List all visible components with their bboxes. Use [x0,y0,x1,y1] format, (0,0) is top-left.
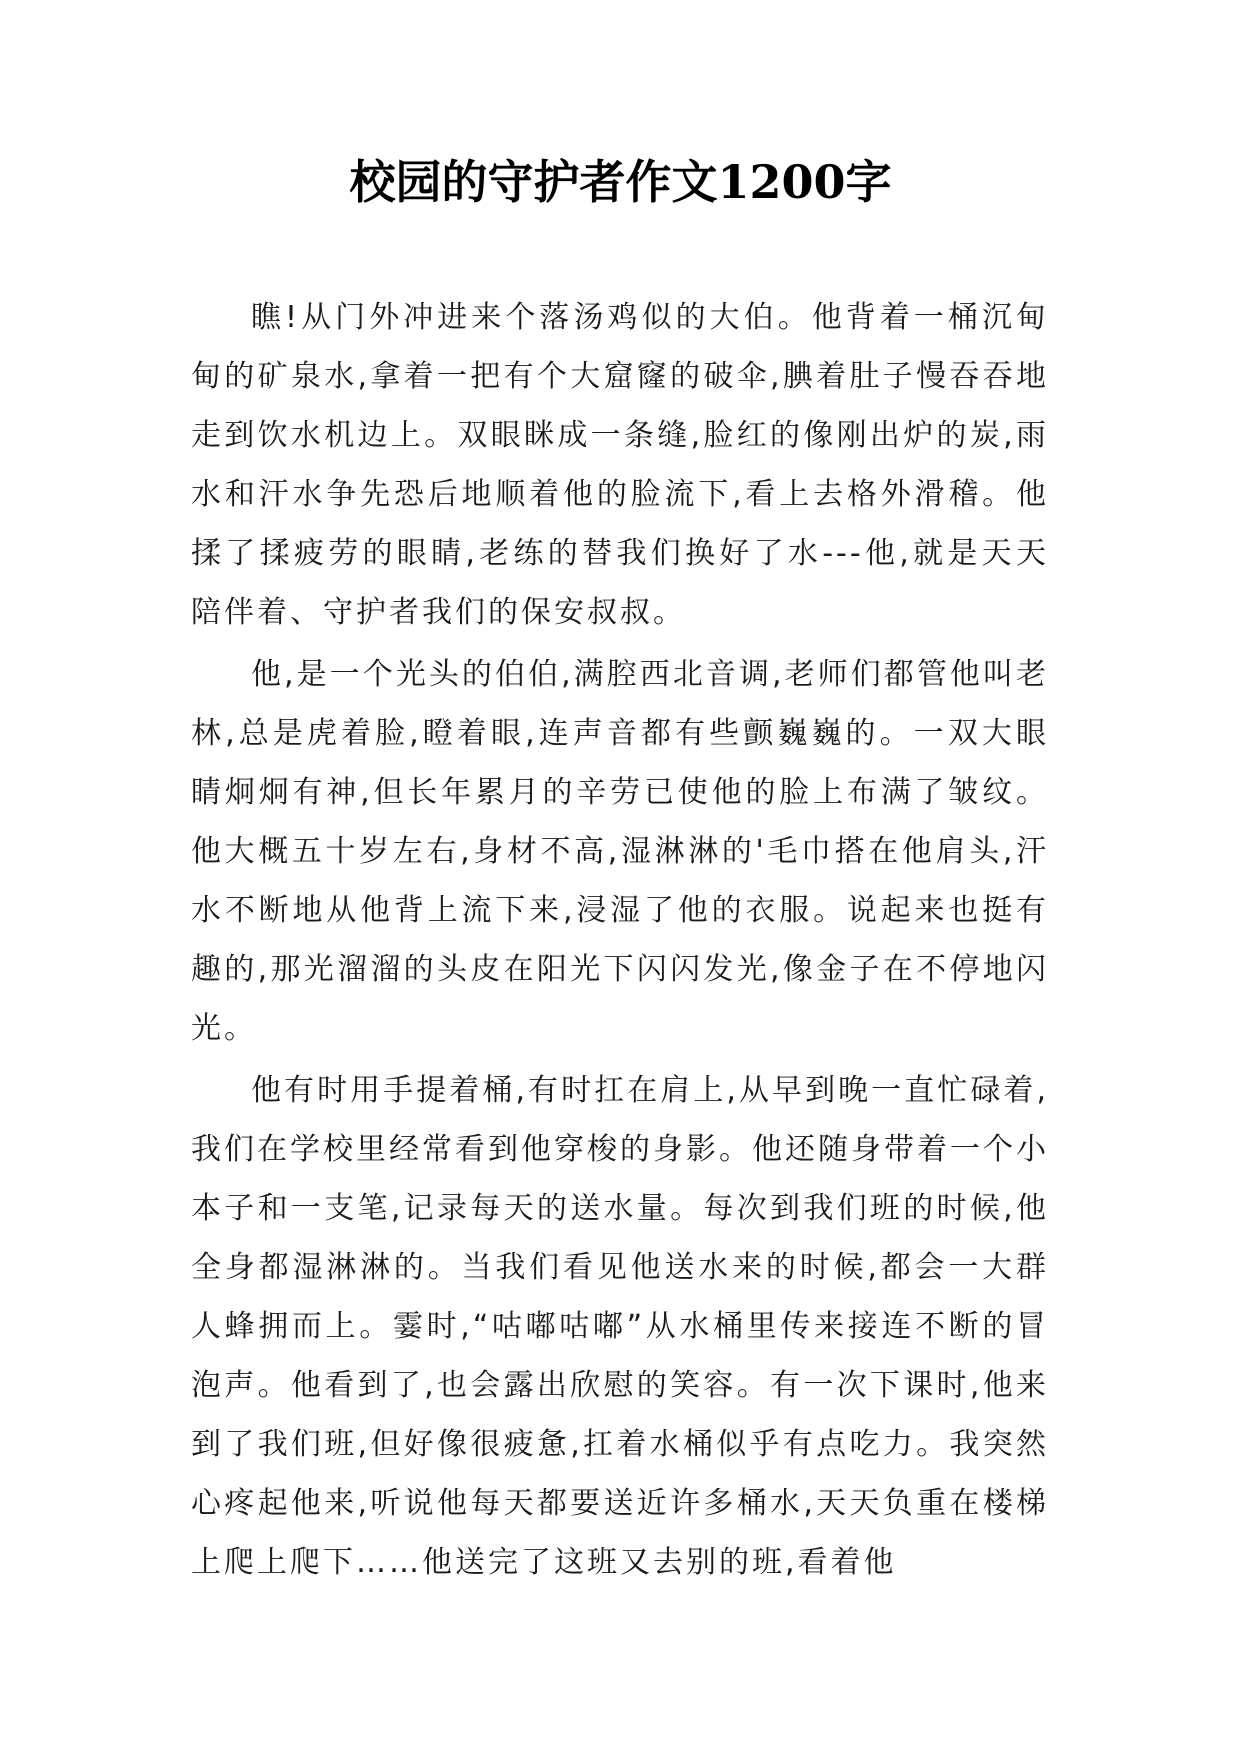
document-title: 校园的守护者作文1200字 [349,155,892,209]
document-body [191,288,1049,1595]
paragraph-1: 瞧!从门外冲进来个落汤鸡似的大伯。他背着一桶沉甸甸的矿泉水,拿着一把有个大窟窿的破伞,腆着肚子慢吞吞地走到饮水机边上。双眼眯成一条缝,脸红的像刚出炉的炭,雨水和汗水争先恐后地顺着他的脸流下,看上去格外滑稽。他揉了揉疲劳的眼睛,老练的替我们换好了水---他,就是天天陪伴着、守护者我们的保安叔叔。 [191,300,1049,630]
paragraph-2: 他,是一个光头的伯伯,满腔西北音调,老师们都管他叫老林,总是虎着脸,瞪着眼,连声音都有些颤巍巍的。一双大眼睛炯炯有神,但长年累月的辛劳已使他的脸上布满了皱纹。他大概五十岁左右,身材不高,湿淋淋的'毛巾搭在他肩头,汗水不断地从他背上流下来,浸湿了他的衣服。说起来也挺有趣的,那光溜溜的头皮在阳光下闪闪发光,像金子在不停地闪光。 [191,657,1049,1046]
paragraph-3: 他有时用手提着桶,有时扛在肩上,从早到晚一直忙碌着,我们在学校里经常看到他穿梭的身影。他还随身带着一个小本子和一支笔,记录每天的送水量。每次到我们班的时候,他全身都湿淋淋的。当我们看见他送水来的时候,都会一大群人蜂拥而上。霎时,“咕嘟咕嘟”从水桶里传来接连不断的冒泡声。他看到了,也会露出欣慰的笑容。有一次下课时,他来到了我们班,但好像很疲惫,扛着水桶似乎有点吃力。我突然心疼起他来,听说他每天都要送近许多桶水,天天负重在楼梯上爬上爬下……他送完了这班又去别的班,看着他 [191,1073,1049,1580]
